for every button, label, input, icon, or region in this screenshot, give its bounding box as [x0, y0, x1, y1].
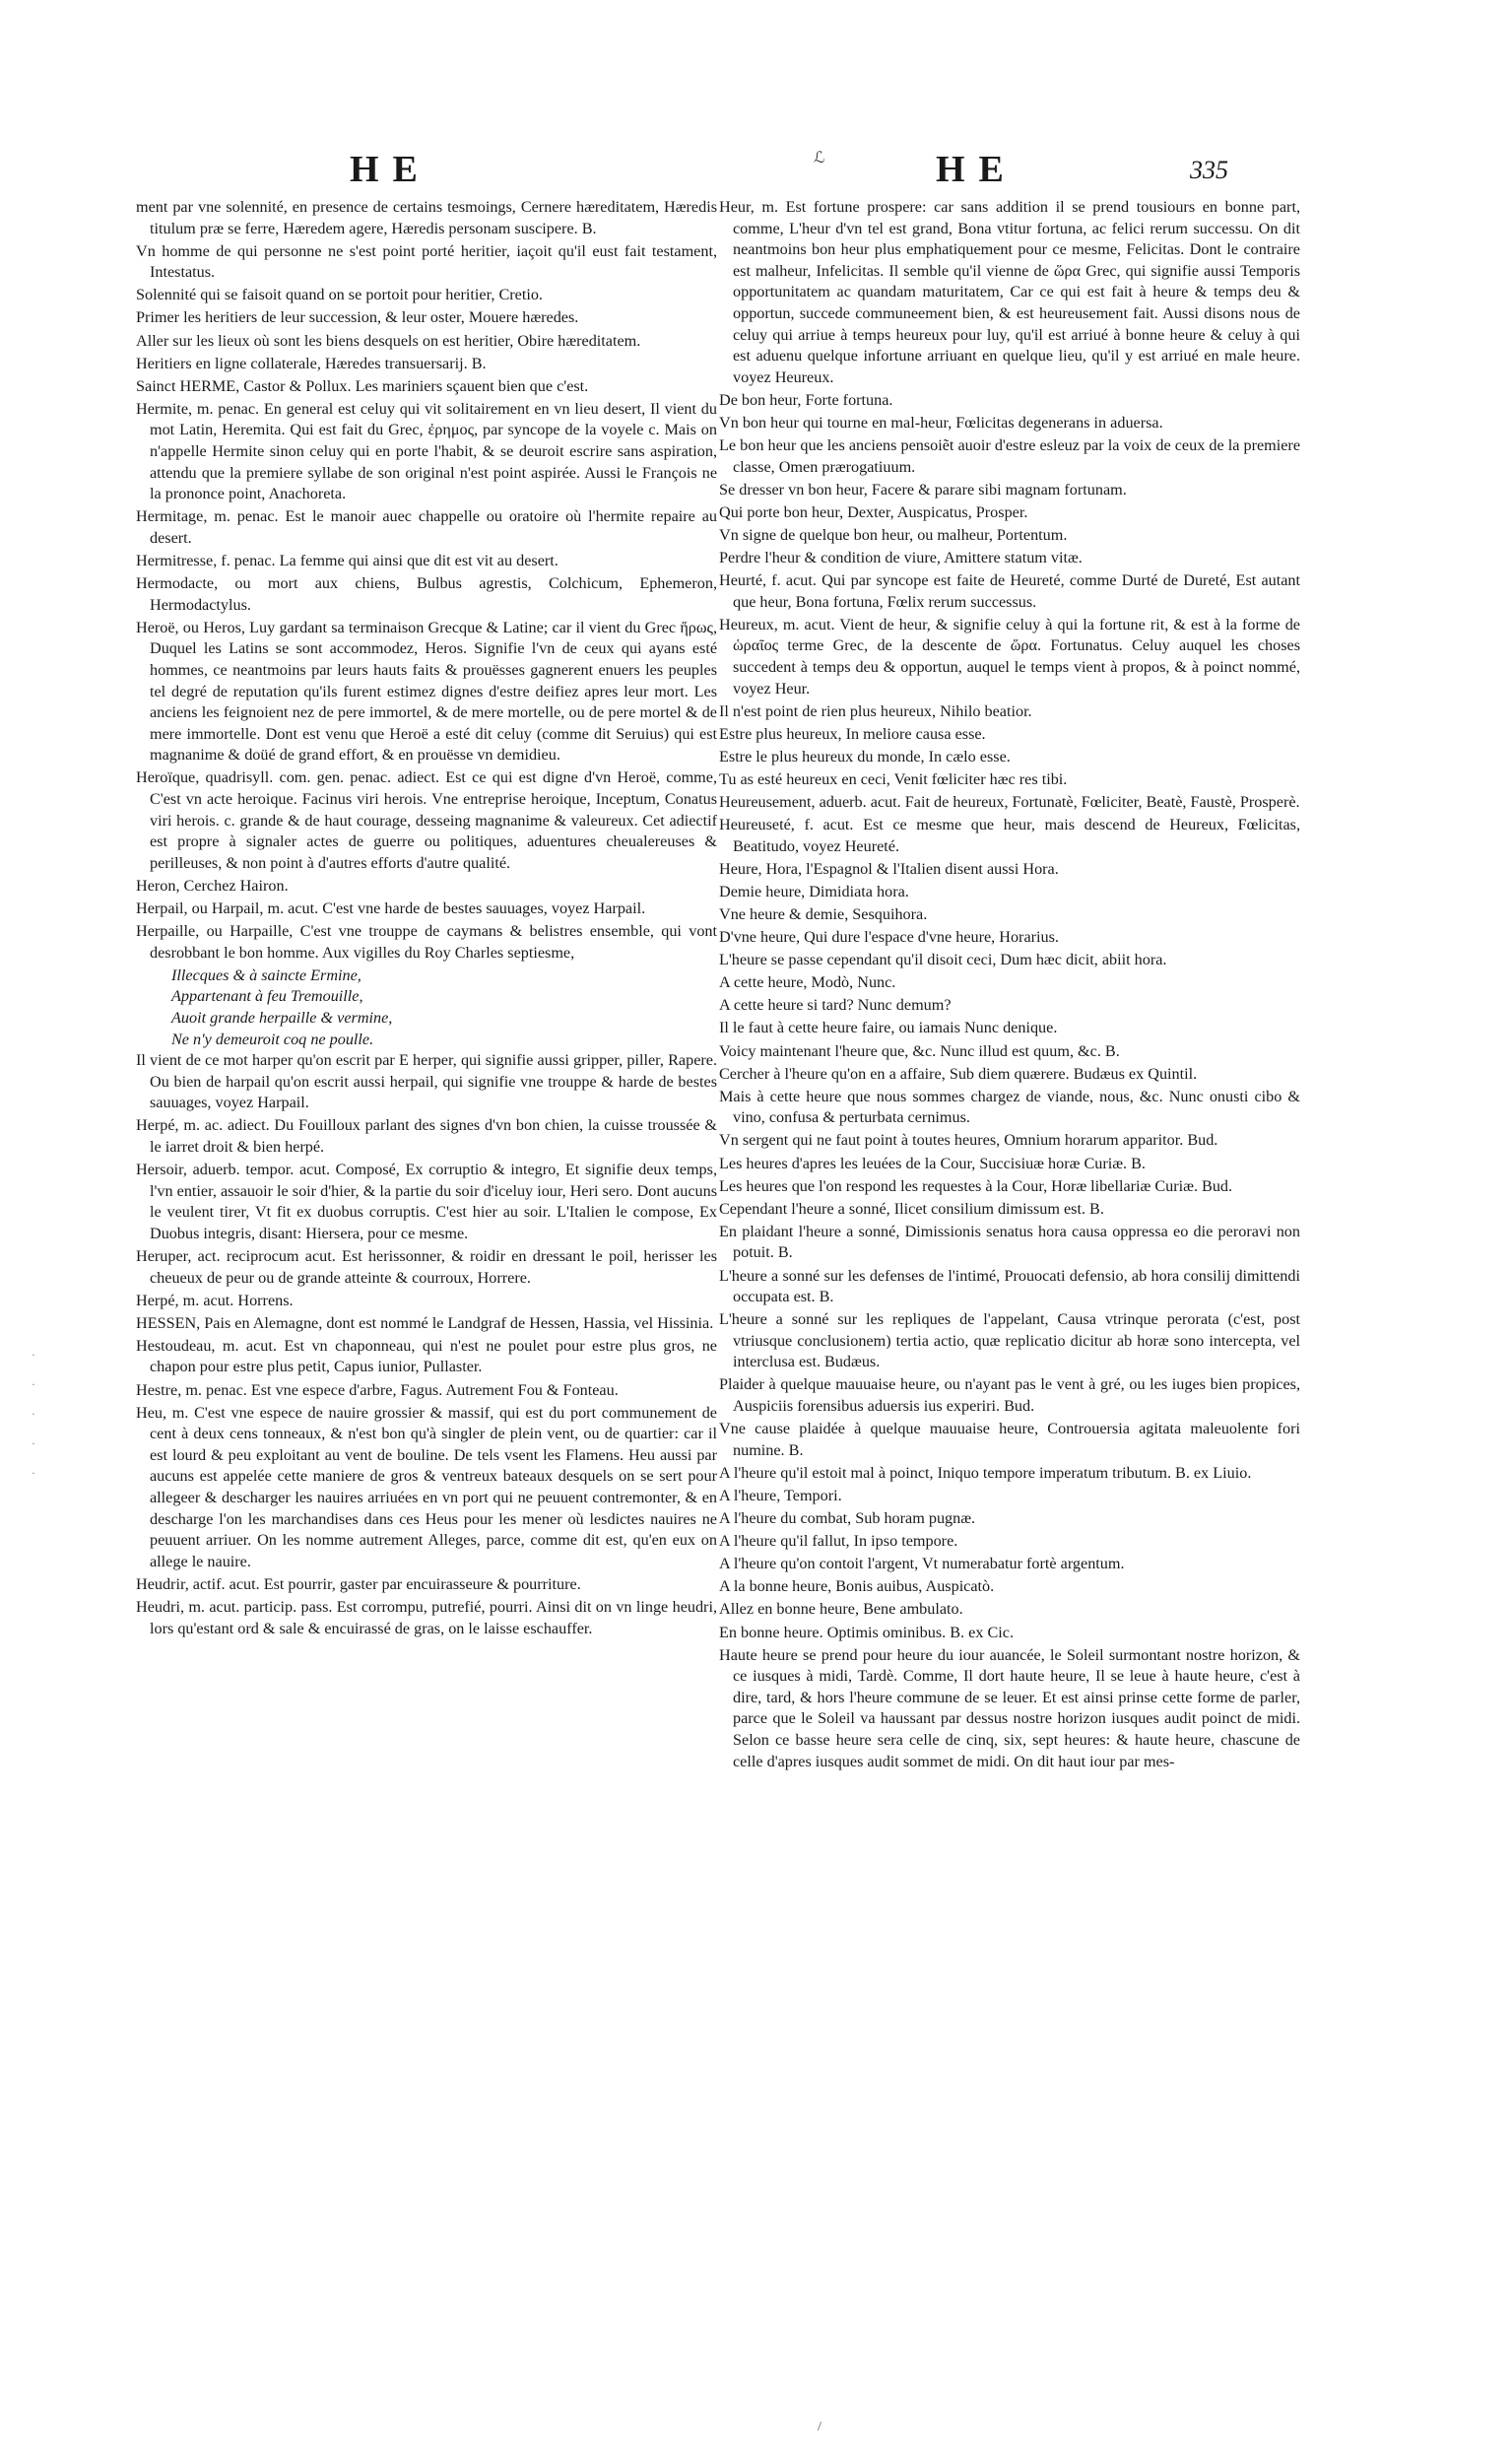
- dictionary-entry: Cercher à l'heure qu'on en a affaire, Sub diem quærere. Budæus ex Quintil.: [719, 1064, 1198, 1083]
- dictionary-entry: Vne heure & demie, Sesquihora.: [719, 905, 928, 923]
- dictionary-entry: Vn bon heur qui tourne en mal-heur, Fœlicitas degenerans in aduersa.: [719, 413, 1163, 432]
- dictionary-entry: Heureuseté, f. acut. Est ce mesme que heur, mais descend de Heureux, Fœlicitas, Beatitudo, voyez Heureté.: [719, 816, 1300, 855]
- right-running-head: HE: [936, 149, 1018, 190]
- dictionary-entry: Tu as esté heureux en ceci, Venit fœliciter hæc res tibi.: [719, 769, 1068, 788]
- dictionary-entry: Les heures que l'on respond les requestes à la Cour, Horæ libellariæ Curiæ. Bud.: [719, 1176, 1233, 1195]
- dictionary-entry: L'heure a sonné sur les repliques de l'appelant, Causa vtrinque perorata (c'est, post vtriusque conclusionem) tertia actio, quæ replicatio dicitur ab horæ sono intercepta, vel interclusa est. Budæus.: [719, 1310, 1300, 1371]
- dictionary-entry: Herpail, ou Harpail, m. acut. C'est vne harde de bestes sauuages, voyez Harpail.: [136, 899, 646, 917]
- verse-quote: [136, 965, 717, 1050]
- dictionary-entry: A la bonne heure, Bonis auibus, Auspicatò.: [719, 1577, 995, 1596]
- dictionary-entry: Se dresser vn bon heur, Facere & parare sibi magnam fortunam.: [719, 480, 1127, 499]
- dictionary-entry: Heur, m. Est fortune prospere: car sans addition il se prend tousiours en bonne part, comme, L'heur d'vn tel est grand, Bona vtitur fortuna, ac felici rerum successu. On dit neantmoins bon heur plus emphatiquement pour ce mesme, Felicitas. Dont le contraire est malheur, Infelicitas. Il semble qu'il vienne de ὥρα Grec, qui signifie aussi Temporis opportunitatem ac quandam maturitatem, Car ce qui est fait à heure & temps deu & opportun, succede communeement bien, & est heureusement fait. Aussi disons nous de celuy qui arriue à temps heureux pour luy, qu'il est arriué à bonne heure & celuy à qui est aduenu quelque infortune arriuant en quelque lieu, qu'il y est arriué en male heure. voyez Heureux.: [719, 198, 1300, 386]
- dictionary-entry: Aller sur les lieux où sont les biens desquels on est heritier, Obire hæreditatem.: [136, 331, 641, 350]
- dictionary-entry: ment par vne solennité, en presence de certains tesmoings, Cernere hæreditatem, Hæredis titulum præ se ferre, Hæredem agere, Hæredis personam suscipere. B.: [136, 198, 717, 237]
- dictionary-entry: L'heure se passe cependant qu'il disoit ceci, Dum hæc dicit, abiit hora.: [719, 951, 1167, 969]
- left-running-head: HE: [350, 149, 431, 190]
- dictionary-entry: A l'heure qu'il fallut, In ipso tempore.: [719, 1532, 958, 1551]
- dictionary-entry: A l'heure du combat, Sub horam pugnæ.: [719, 1509, 976, 1528]
- dictionary-entry: Cependant l'heure a sonné, Ilicet consilium dimissum est. B.: [719, 1199, 1104, 1218]
- dictionary-entry: Mais à cette heure que nous sommes chargez de viande, nous, &c. Nunc onusti cibo & vino, confusa & perturbata cernimus.: [719, 1087, 1300, 1127]
- dictionary-entry: Haute heure se prend pour heure du iour auancée, le Soleil surmontant nostre horizon, & ce iusques à midi, Tardè. Comme, Il dort haute heure, Il se leue à haute heure, c'est à dire, tard, & hors l'heure commune de se leuer. Et est ainsi prinse cette forme de parler, parce que le Soleil va haussant par dessus nostre horizon iusques audit poinct de midi. Selon ce basse heure sera celle de cinq, six, sept heures: & haute heure, chascune de celle d'apres iusques audit sommet de midi. On dit haut iour par mes-: [719, 1645, 1300, 1770]
- dictionary-entry: Herpé, m. acut. Horrens.: [136, 1291, 294, 1309]
- dictionary-entry: Solennité qui se faisoit quand on se portoit pour heritier, Cretio.: [136, 286, 543, 304]
- dictionary-entry: Plaider à quelque mauuaise heure, ou n'ayant pas le vent à gré, ou les iuges bien propices, Auspiciis forensibus aduersis ius experiri. Bud.: [719, 1375, 1300, 1416]
- dictionary-entry: Heureux, m. acut. Vient de heur, & signifie celuy à qui la fortune rit, & est à la forme de ὡραῖος terme Grec, de la descente de ὥρα. Fortunatus. Celuy auquel les choses succedent à temps deu & opportun, auquel le temps vient à propos, & à poinct nommé, voyez Heur.: [719, 615, 1300, 698]
- dictionary-entry: Vn sergent qui ne faut point à toutes heures, Omnium horarum apparitor. Bud.: [719, 1131, 1218, 1150]
- dictionary-entry: En bonne heure. Optimis ominibus. B. ex Cic.: [719, 1623, 1014, 1641]
- dictionary-entry: Primer les heritiers de leur succession, & leur oster, Mouere hæredes.: [136, 308, 579, 327]
- dictionary-entry: Le bon heur que les anciens pensoiẽt auoir d'estre esleuz par la voix de ceux de la premiere classe, Omen prærogatiuum.: [719, 436, 1300, 476]
- dictionary-entry: Vn signe de quelque bon heur, ou malheur, Portentum.: [719, 525, 1068, 544]
- dictionary-entry: A cette heure si tard? Nunc demum?: [719, 996, 952, 1015]
- right-column: [719, 197, 1300, 1774]
- dictionary-entry: Allez en bonne heure, Bene ambulato.: [719, 1600, 963, 1619]
- dictionary-entry: En plaidant l'heure a sonné, Dimissionis senatus hora causa oppressa eo die peroravi non potuit. B.: [719, 1222, 1300, 1262]
- dictionary-entry: Il vient de ce mot harper qu'on escrit par E herper, qui signifie aussi gripper, piller, Rapere. Ou bien de harpail qu'on escrit aussi herpail, qui signifie vne trouppe & harde de bestes sauuages, voyez Harpail.: [136, 1051, 717, 1112]
- dictionary-entry: A cette heure, Modò, Nunc.: [719, 973, 896, 992]
- dictionary-entry: Hermodacte, ou mort aux chiens, Bulbus agrestis, Colchicum, Ephemeron, Hermodactylus.: [136, 574, 717, 614]
- dictionary-entry: Heudri, m. acut. particip. pass. Est corrompu, putrefié, pourri. Ainsi dit on vn linge heudri, lors qu'estant ord & sale & encuirassé de gras, on le laisse eschauffer.: [136, 1598, 717, 1637]
- verse-line: Ne n'y demeuroit coq ne poulle.: [171, 1030, 374, 1048]
- dictionary-entry: A l'heure qu'on contoit l'argent, Vt numerabatur fortè argentum.: [719, 1555, 1125, 1573]
- dictionary-entry: Il le faut à cette heure faire, ou iamais Nunc denique.: [719, 1019, 1058, 1037]
- dictionary-entry: D'vne heure, Qui dure l'espace d'vne heure, Horarius.: [719, 928, 1059, 947]
- dictionary-entry: A l'heure qu'il estoit mal à poinct, Iniquo tempore imperatum tributum. B. ex Liuio.: [719, 1463, 1252, 1482]
- ornament-mark: ℒ: [814, 150, 825, 166]
- dictionary-entry: Hermitage, m. penac. Est le manoir auec chappelle ou oratoire où l'hermite repaire au desert.: [136, 507, 717, 547]
- dictionary-entry: Herpaille, ou Harpaille, C'est vne trouppe de caymans & belistres ensemble, qui vont desrobbant le bon homme. Aux vigilles du Roy Charles septiesme,: [136, 922, 717, 962]
- dictionary-entry: Voicy maintenant l'heure que, &c. Nunc illud est quum, &c. B.: [719, 1041, 1120, 1060]
- dictionary-entry: De bon heur, Forte fortuna.: [719, 390, 893, 409]
- dictionary-entry: Hersoir, aduerb. tempor. acut. Composé, Ex corruptio & integro, Et signifie deux temps, l'vn entier, assauoir le soir d'hier, & la partie du soir d'iceluy iour, Heri sero. Dont aucuns le veulent tirer, Vt fit ex duobus corruptis. C'est hier au soir. L'Italien le compose, Ex Duobus integris, disant: Hiersera, pour ce mesme.: [136, 1161, 717, 1242]
- bottom-mark: /: [818, 2420, 822, 2434]
- dictionary-entry: Les heures d'apres les leuées de la Cour, Succisiuæ horæ Curiæ. B.: [719, 1154, 1146, 1172]
- page-number: 335: [1190, 156, 1228, 184]
- dictionary-entry: Demie heure, Dimidiata hora.: [719, 882, 909, 900]
- dictionary-entry: Hestoudeau, m. acut. Est vn chaponneau, qui n'est ne poulet pour estre plus gros, ne chapon pour estre plus petit, Capus iunior, Pullaster.: [136, 1336, 717, 1376]
- dictionary-entry: Heroë, ou Heros, Luy gardant sa terminaison Grecque & Latine; car il vient du Grec ἥρως, Duquel les Latins se sont accommodez, Heros. Signifie l'vn de ceux qui ayans esté hommes, ce neantmoins par leurs hauts faits & prouësses gagnerent enuers les peuples tel degré de reputation qu'ils furent estimez dignes d'estre deifiez apres leur mort. Les anciens les feignoient nez de pere immortel, & de mere mortelle, ou de pere mortel & de mere immortelle. Dont est venu que Heroë a esté dit celuy (comme dit Seruius) qui est magnanime & doüé de grand effort, & en prouësse vn demidieu.: [136, 618, 717, 765]
- dictionary-entry: Vne cause plaidée à quelque mauuaise heure, Controuersia agitata maleuolente fori numine. B.: [719, 1420, 1300, 1459]
- dictionary-entry: Estre plus heureux, In meliore causa esse.: [719, 724, 986, 743]
- dictionary-entry: Heudrir, actif. acut. Est pourrir, gaster par encuirasseure & pourriture.: [136, 1574, 581, 1593]
- dictionary-entry: L'heure a sonné sur les defenses de l'intimé, Prouocati defensio, ab hora consilij dimittendi occupata est. B.: [719, 1266, 1300, 1306]
- dictionary-entry: Herpé, m. ac. adiect. Du Fouilloux parlant des signes d'vn bon chien, la cuisse troussée & le iarret droit & bien herpé.: [136, 1116, 717, 1157]
- dictionary-entry: Hestre, m. penac. Est vne espece d'arbre, Fagus. Autrement Fou & Fonteau.: [136, 1380, 619, 1399]
- dictionary-entry: Heurté, f. acut. Qui par syncope est faite de Heureté, comme Durté de Dureté, Est autant que heur, Bona fortuna, Fœlix rerum successus.: [719, 571, 1300, 611]
- verse-line: Auoit grande herpaille & vermine,: [171, 1008, 393, 1027]
- dictionary-entry: A l'heure, Tempori.: [719, 1486, 842, 1504]
- dictionary-entry: Estre le plus heureux du monde, In cælo esse.: [719, 747, 1011, 766]
- verse-line: Illecques & à saincte Ermine,: [171, 965, 362, 984]
- dictionary-entry: Vn homme de qui personne ne s'est point porté heritier, iaçoit qu'il eust fait testament, Intestatus.: [136, 241, 717, 282]
- dictionary-entry: Hermitresse, f. penac. La femme qui ainsi que dit est vit au desert.: [136, 552, 559, 569]
- dictionary-entry: Heure, Hora, l'Espagnol & l'Italien disent aussi Hora.: [719, 859, 1059, 878]
- dictionary-entry: HESSEN, Pais en Alemagne, dont est nommé le Landgraf de Hessen, Hassia, vel Hissinia.: [136, 1313, 714, 1332]
- dictionary-entry: Sainct HERME, Castor & Pollux. Les mariniers sçauent bien que c'est.: [136, 376, 589, 395]
- dictionary-entry: Heritiers en ligne collaterale, Hæredes transuersarij. B.: [136, 354, 487, 372]
- dictionary-entry: Heroïque, quadrisyll. com. gen. penac. adiect. Est ce qui est digne d'vn Heroë, comme, C'est vn acte heroique. Facinus viri herois. Vne entreprise heroique, Inceptum, Conatus viri herois. c. grande & de haut courage, desseing magnanime & valeureux. Cet adiectif est propre à signaler actes de guerre ou politiques, aduentures cheualereuses & perilleuses, & non point à d'autres efforts d'autre qualité.: [136, 768, 717, 872]
- dictionary-entry: Heruper, act. reciprocum acut. Est herissonner, & roidir en dressant le poil, herisser les cheueux de peur ou de grande atteinte & courroux, Horrere.: [136, 1247, 717, 1287]
- dictionary-entry: Heu, m. C'est vne espece de nauire grossier & massif, qui est du port communement de cent à deux cens tonneaux, & n'est bon qu'à singler de plein vent, ou de quartier: car il est lourd & peu exploitant au vent de bouline. De tels vsent les Flamens. Heu aussi par aucuns est appelée cette maniere de gros & ventreux bateaux desquels on se sert pour allegeer & descharger les nauires arriuées en vn port qui ne peuuent contremonter, & en descharge l'on les marchandises dans ces Heus pour les mener où lesdictes nauires ne peuuent arriuer. On les nomme autrement Alleges, parce, comme dit est, qu'en eux on allege le nauire.: [136, 1403, 717, 1570]
- dictionary-entry: Heureusement, aduerb. acut. Fait de heureux, Fortunatè, Fœliciter, Beatè, Faustè, Prosperè.: [719, 793, 1300, 812]
- dictionary-entry: Heron, Cerchez Hairon.: [136, 876, 289, 895]
- dictionary-entry: Qui porte bon heur, Dexter, Auspicatus, Prosper.: [719, 502, 1028, 521]
- dictionary-entry: Hermite, m. penac. En general est celuy qui vit solitairement en vn lieu desert, Il vient du mot Latin, Heremita. Qui est fait du Grec, ἐρημος, par syncope de la voyele c. Mais on n'appelle Hermite sinon celuy qui en porte l'habit, & se deuroit escrire sans aspiration, attendu que la premiere syllabe de son original n'est point aspirée. Aussi le François ne la prononce point, Anachoreta.: [136, 399, 717, 503]
- verse-line: Appartenant à feu Tremouille,: [171, 987, 363, 1006]
- dictionary-entry: Il n'est point de rien plus heureux, Nihilo beatior.: [719, 701, 1032, 720]
- margin-bleed-marks: · · · · ·: [32, 1348, 35, 1480]
- left-column: [136, 197, 717, 1641]
- dictionary-entry: Perdre l'heur & condition de viure, Amittere statum vitæ.: [719, 549, 1083, 566]
